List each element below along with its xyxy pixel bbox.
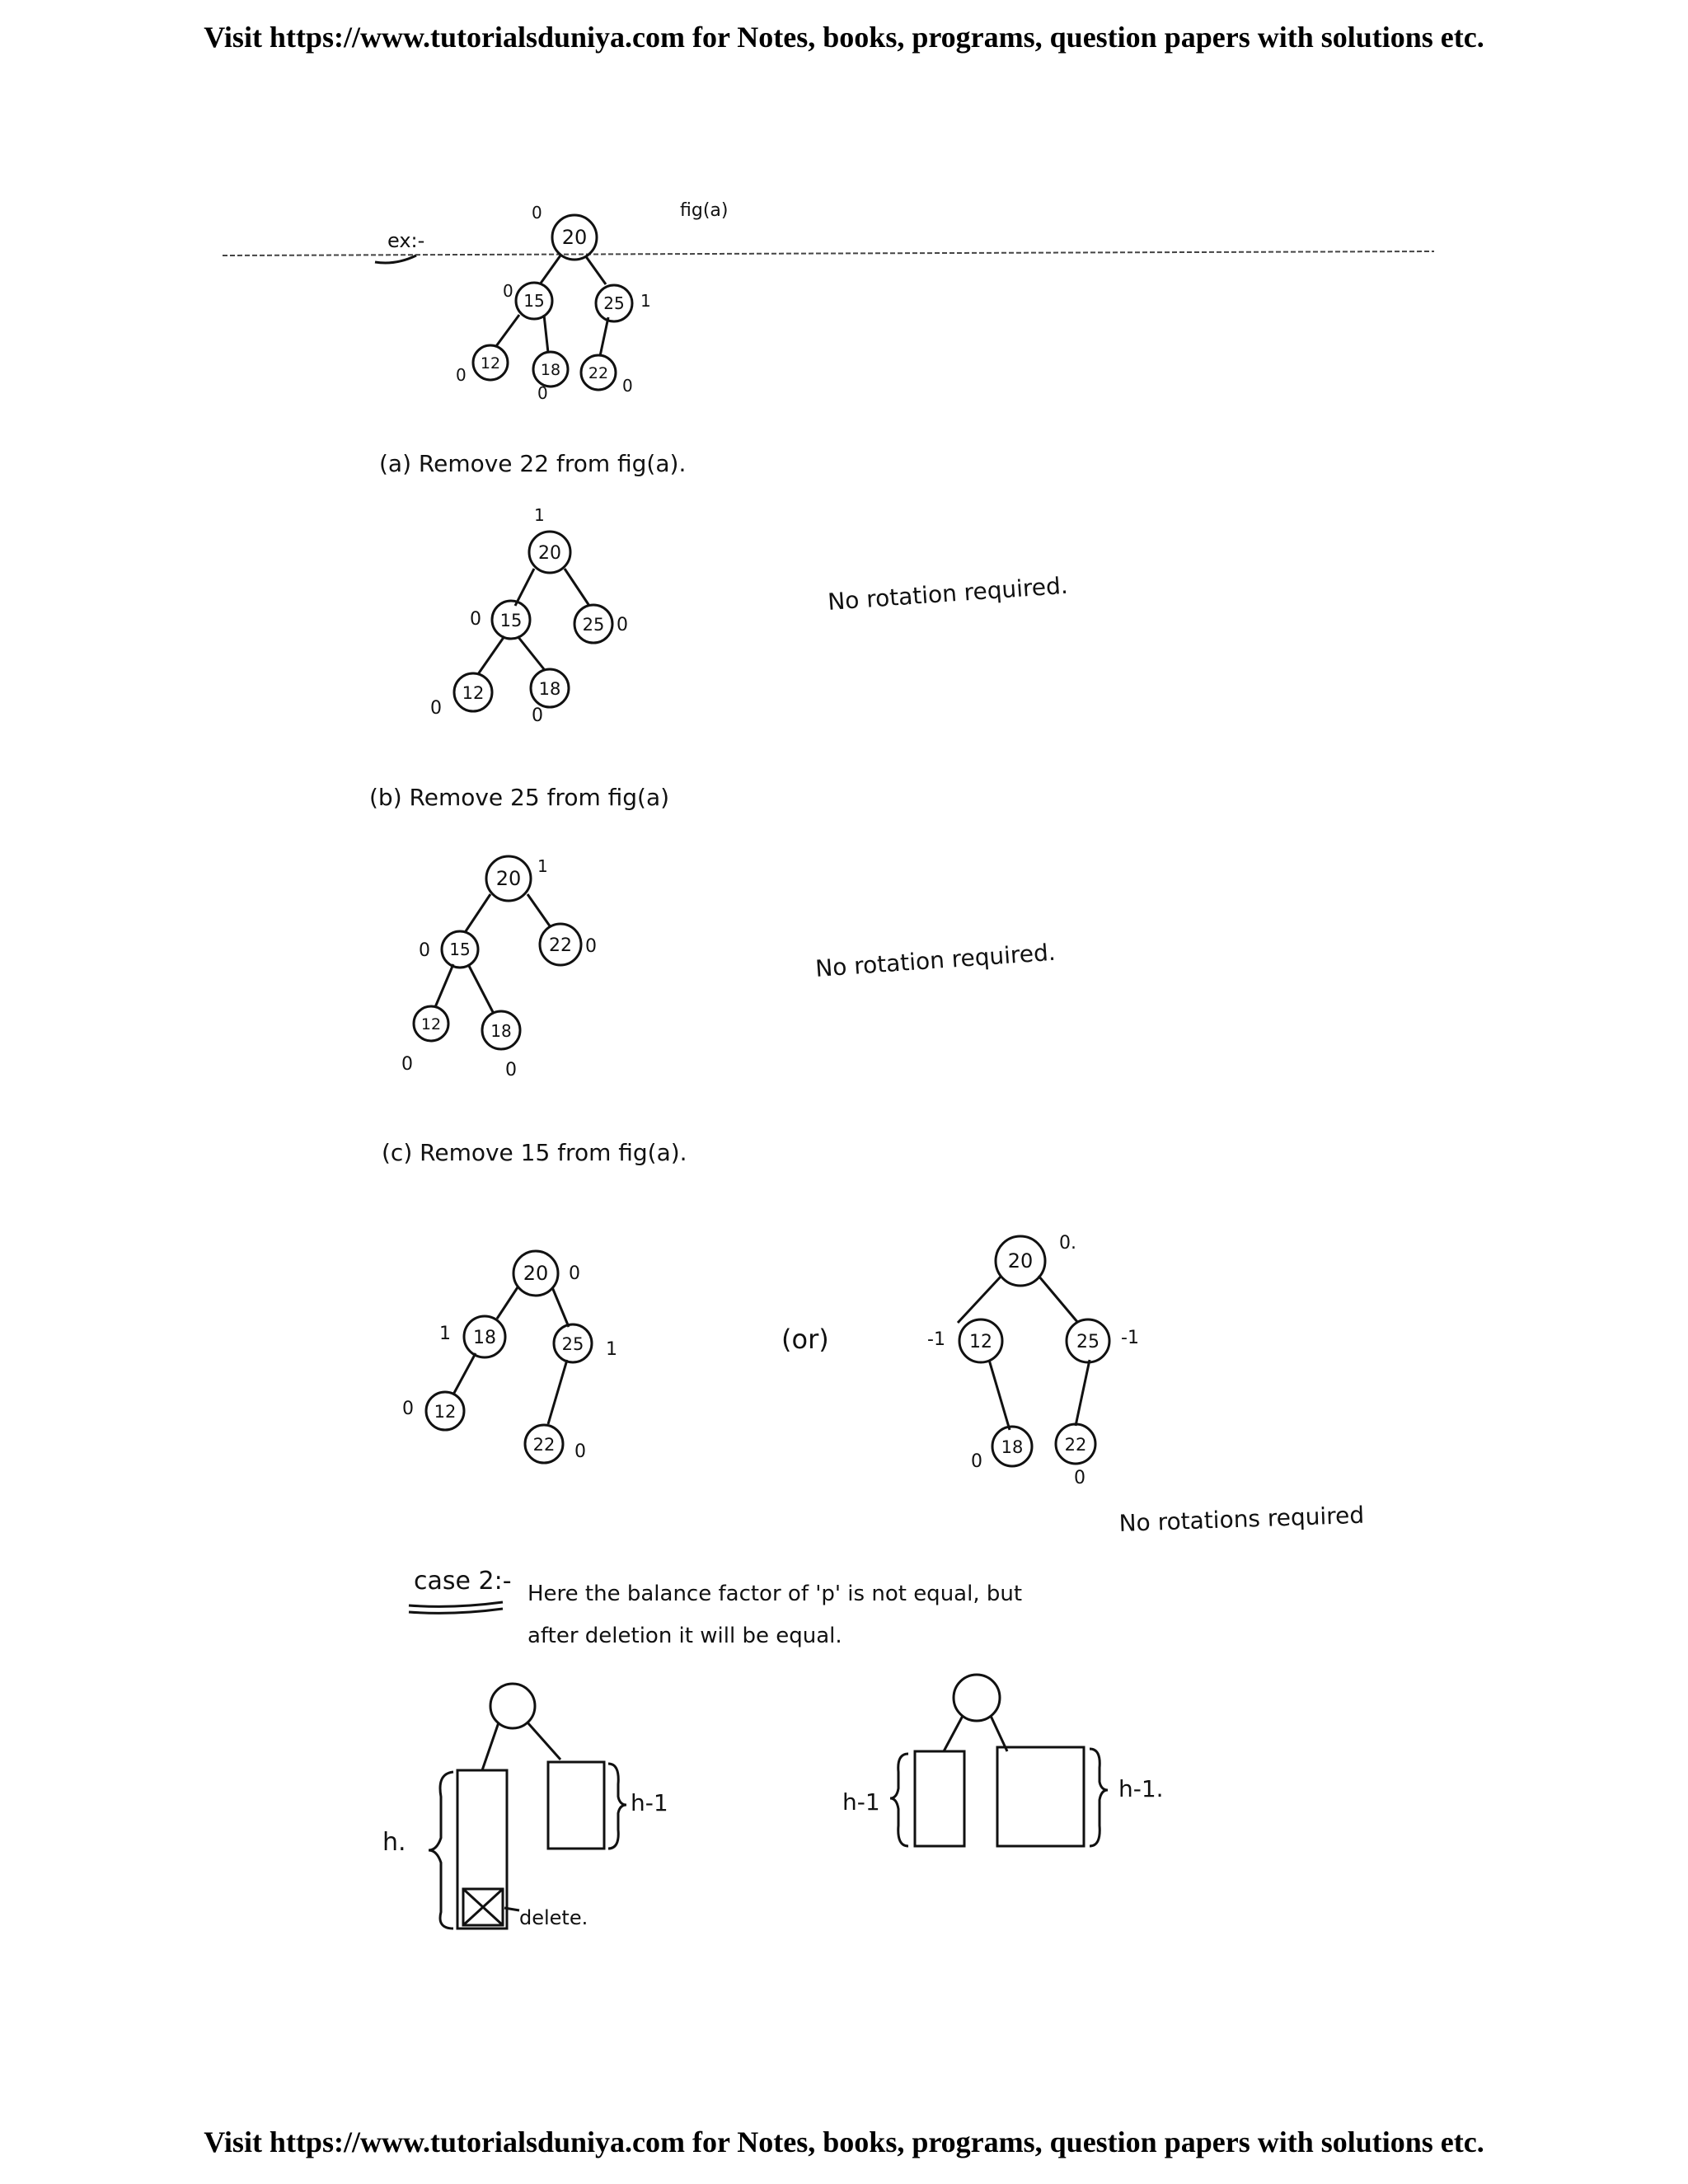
step-c-left-node-25: 25: [561, 1334, 584, 1354]
fig-a-bf-25: 1: [640, 291, 651, 311]
fig-a-label: fig(a): [680, 200, 729, 221]
step-c-left-tree: [402, 1251, 617, 1463]
fig-a-tree: [456, 203, 651, 403]
right-diag-right-brace: [1090, 1749, 1108, 1846]
fig-a-bf-15: 0: [503, 281, 513, 301]
case2-line1: Here the balance factor of 'p' is not equal, but: [528, 1582, 1023, 1606]
case2-h-label: h.: [382, 1828, 406, 1857]
fig-a-node-25: 25: [603, 293, 625, 313]
top-banner: Visit https://www.tutorialsduniya.com for Notes, books, programs, question papers with solutions etc.: [204, 21, 1484, 54]
case2-right-h1-left: h-1: [842, 1788, 880, 1816]
case2-left-diagram: [382, 1684, 668, 1929]
right-diag-left-box: [915, 1751, 964, 1846]
step-a-bf-25: 0: [617, 615, 628, 635]
step-c-right-bf-18: 0: [971, 1451, 982, 1472]
fig-a-node-22: 22: [588, 364, 609, 382]
step-c-right-node-22: 22: [1064, 1435, 1087, 1455]
fig-a-node-18: 18: [540, 361, 561, 379]
step-c-left-bf-22: 0: [574, 1441, 586, 1462]
step-a-node-20: 20: [538, 543, 561, 564]
step-a-node-25: 25: [582, 615, 605, 635]
step-a-bf-18: 0: [532, 705, 543, 726]
step-c-right-node-20: 20: [1007, 1249, 1034, 1272]
step-c-left-bf-20: 0: [569, 1263, 580, 1284]
right-diag-right-box: [997, 1747, 1084, 1846]
case2-underline-2: [409, 1609, 503, 1613]
step-b-node-15: 15: [449, 940, 471, 959]
step-a-bf-15: 0: [470, 609, 481, 630]
fig-a-bf-20: 0: [532, 203, 542, 223]
step-b-tree: [401, 856, 597, 1080]
step-b-bf-20: 1: [537, 856, 548, 876]
step-c-right-node-25: 25: [1076, 1332, 1100, 1352]
right-subtree-box: [548, 1762, 604, 1849]
case2-underline-1: [409, 1602, 503, 1606]
step-c-right-bf-12: -1: [927, 1329, 945, 1350]
case2-right-h1-right: h-1.: [1118, 1775, 1164, 1802]
step-b-node-12: 12: [420, 1015, 442, 1033]
step-b-node-18: 18: [490, 1021, 512, 1041]
fig-a-node-12: 12: [480, 354, 501, 373]
fig-a-node-15: 15: [523, 291, 545, 311]
step-b-bf-18: 0: [505, 1060, 517, 1080]
step-b-node-22: 22: [549, 935, 572, 956]
case2-delete-label: delete.: [519, 1906, 588, 1929]
step-c-left-node-18: 18: [473, 1328, 496, 1348]
fig-a-node-20: 20: [561, 226, 588, 249]
step-c-left-node-22: 22: [532, 1435, 556, 1455]
fig-a-bf-12: 0: [456, 365, 467, 385]
step-a-bf-12: 0: [430, 698, 442, 719]
case2-right-diagram: [842, 1675, 1164, 1846]
step-c-left-node-20: 20: [523, 1262, 549, 1285]
step-b-caption: (b) Remove 25 from fig(a): [369, 784, 670, 811]
step-b-bf-15: 0: [419, 940, 430, 961]
case2-h1-label: h-1: [631, 1789, 668, 1816]
step-c-right-bf-22: 0: [1074, 1468, 1085, 1488]
step-a-node-18: 18: [538, 679, 561, 699]
h-brace: [429, 1772, 453, 1929]
step-a-caption: (a) Remove 22 from fig(a).: [379, 450, 687, 477]
fig-a-bf-18: 0: [537, 383, 548, 403]
step-c-right-bf-25: -1: [1121, 1328, 1139, 1348]
step-a-tree: [430, 505, 628, 726]
step-b-bf-12: 0: [401, 1054, 413, 1075]
step-b-node-20: 20: [495, 867, 522, 890]
step-c-right-tree: [927, 1233, 1139, 1488]
h1-brace: [608, 1764, 626, 1849]
example-underline: [375, 255, 416, 263]
step-c-caption: (c) Remove 15 from fig(a).: [382, 1139, 687, 1166]
step-c-left-bf-25: 1: [606, 1339, 617, 1360]
step-c-right-node-12: 12: [969, 1332, 992, 1352]
case2-label: case 2:-: [414, 1567, 512, 1596]
bottom-banner: Visit https://www.tutorialsduniya.com for Notes, books, programs, question papers with solutions etc.: [204, 2125, 1484, 2158]
step-c-right-bf-20: 0.: [1059, 1233, 1076, 1254]
step-b-bf-22: 0: [585, 936, 597, 957]
step-c-note: No rotations required: [1118, 1501, 1365, 1537]
right-diag-left-brace: [890, 1754, 908, 1846]
step-b-note: No rotation required.: [814, 938, 1057, 982]
example-label: ex:-: [387, 229, 425, 252]
fig-a-bf-22: 0: [622, 376, 633, 396]
step-a-bf-20: 1: [534, 505, 545, 525]
step-a-node-12: 12: [462, 683, 485, 703]
step-c-or-label: (or): [781, 1324, 829, 1355]
case2-line2: after deletion it will be equal.: [528, 1624, 842, 1648]
step-c-left-node-12: 12: [434, 1402, 457, 1422]
step-c-right-node-18: 18: [1001, 1437, 1024, 1457]
step-a-note: No rotation required.: [827, 571, 1069, 616]
step-a-node-15: 15: [499, 611, 523, 630]
step-c-left-bf-12: 0: [402, 1399, 414, 1419]
step-c-left-bf-18: 1: [439, 1324, 451, 1344]
